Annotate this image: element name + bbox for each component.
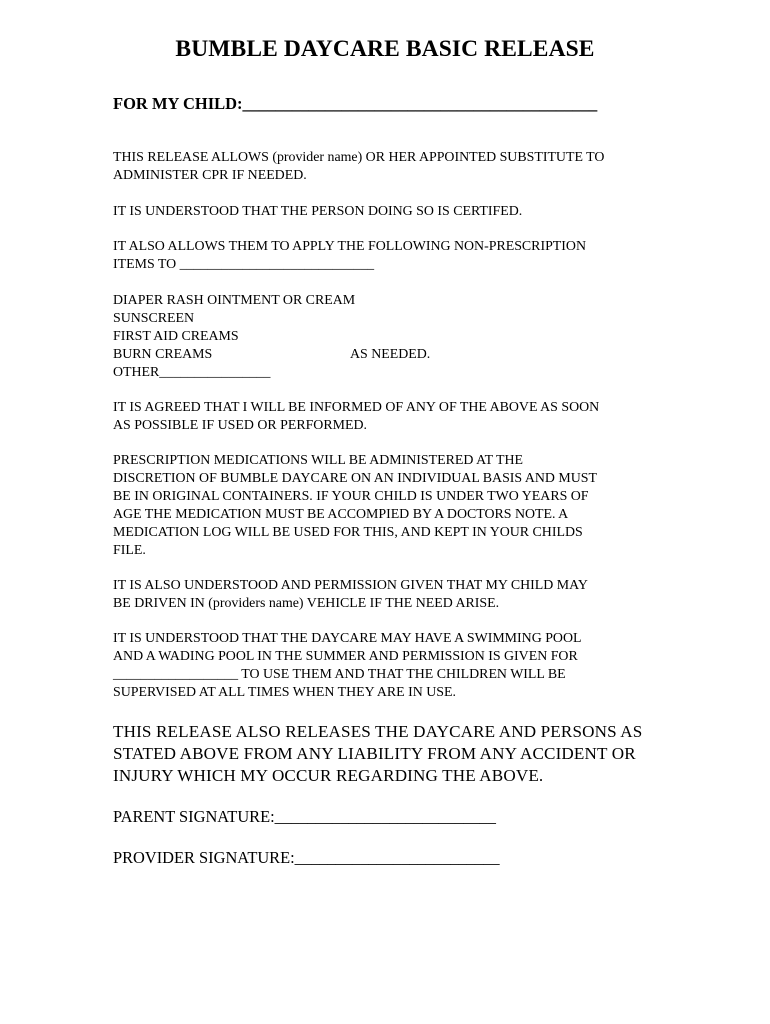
provider-signature-line: PROVIDER SIGNATURE:_________________________ [113,848,500,867]
list-item: OTHER________________ [113,365,271,380]
paragraph-certified: IT IS UNDERSTOOD THAT THE PERSON DOING SO IS CERTIFED. [113,204,523,219]
paragraph-prescription: PRESCRIPTION MEDICATIONS WILL BE ADMINISTERED AT THE DISCRETION OF BUMBLE DAYCARE ON AN INDIVIDUAL BASIS AND MUST BE IN ORIGINAL CONTAINERS. IF YOUR CHILD IS UNDER TWO YEARS OF AGE THE MEDICATION MUST BE ACCOMPIED BY A DOCTORS NOTE. A MEDICATION LOG WILL BE USED FOR THIS, AND KEPT IN YOUR CHILDS FILE. [113,453,598,558]
paragraph-cpr: THIS RELEASE ALLOWS (provider name) OR HER APPOINTED SUBSTITUTE TO ADMINISTER CPR IF NEEDED. [113,150,605,183]
parent-signature-line: PARENT SIGNATURE:___________________________ [113,807,496,826]
as-needed-note: AS NEEDED. [350,347,431,362]
paragraph-informed: IT IS AGREED THAT I WILL BE INFORMED OF ANY OF THE ABOVE AS SOON AS POSSIBLE IF USED OR PERFORMED. [113,400,600,433]
for-my-child-line: FOR MY CHILD:___________________________________________ [113,94,598,113]
list-item: FIRST AID CREAMS [113,329,239,344]
paragraph-pool: IT IS UNDERSTOOD THAT THE DAYCARE MAY HAVE A SWIMMING POOL AND A WADING POOL IN THE SUMMER AND PERMISSION IS GIVEN FOR __________________ TO USE THEM AND THAT THE CHILDREN WILL BE SUPERVISED AT ALL TIMES WHEN THEY ARE IN USE. [113,631,582,700]
document-title: BUMBLE DAYCARE BASIC RELEASE [175,36,595,62]
list-item: SUNSCREEN [113,311,195,326]
paragraph-nonprescription: IT ALSO ALLOWS THEM TO APPLY THE FOLLOWING NON-PRESCRIPTION ITEMS TO ____________________________ [113,239,586,272]
list-item: DIAPER RASH OINTMENT OR CREAM [113,293,356,308]
paragraph-liability: THIS RELEASE ALSO RELEASES THE DAYCARE AND PERSONS AS STATED ABOVE FROM ANY LIABILITY FROM ANY ACCIDENT OR INJURY WHICH MY OCCUR REGARDING THE ABOVE. [113,722,643,785]
item-list [113,292,355,382]
list-item: BURN CREAMS [113,347,213,362]
paragraph-vehicle: IT IS ALSO UNDERSTOOD AND PERMISSION GIVEN THAT MY CHILD MAY BE DRIVEN IN (providers name) VEHICLE IF THE NEED ARISE. [113,578,588,611]
